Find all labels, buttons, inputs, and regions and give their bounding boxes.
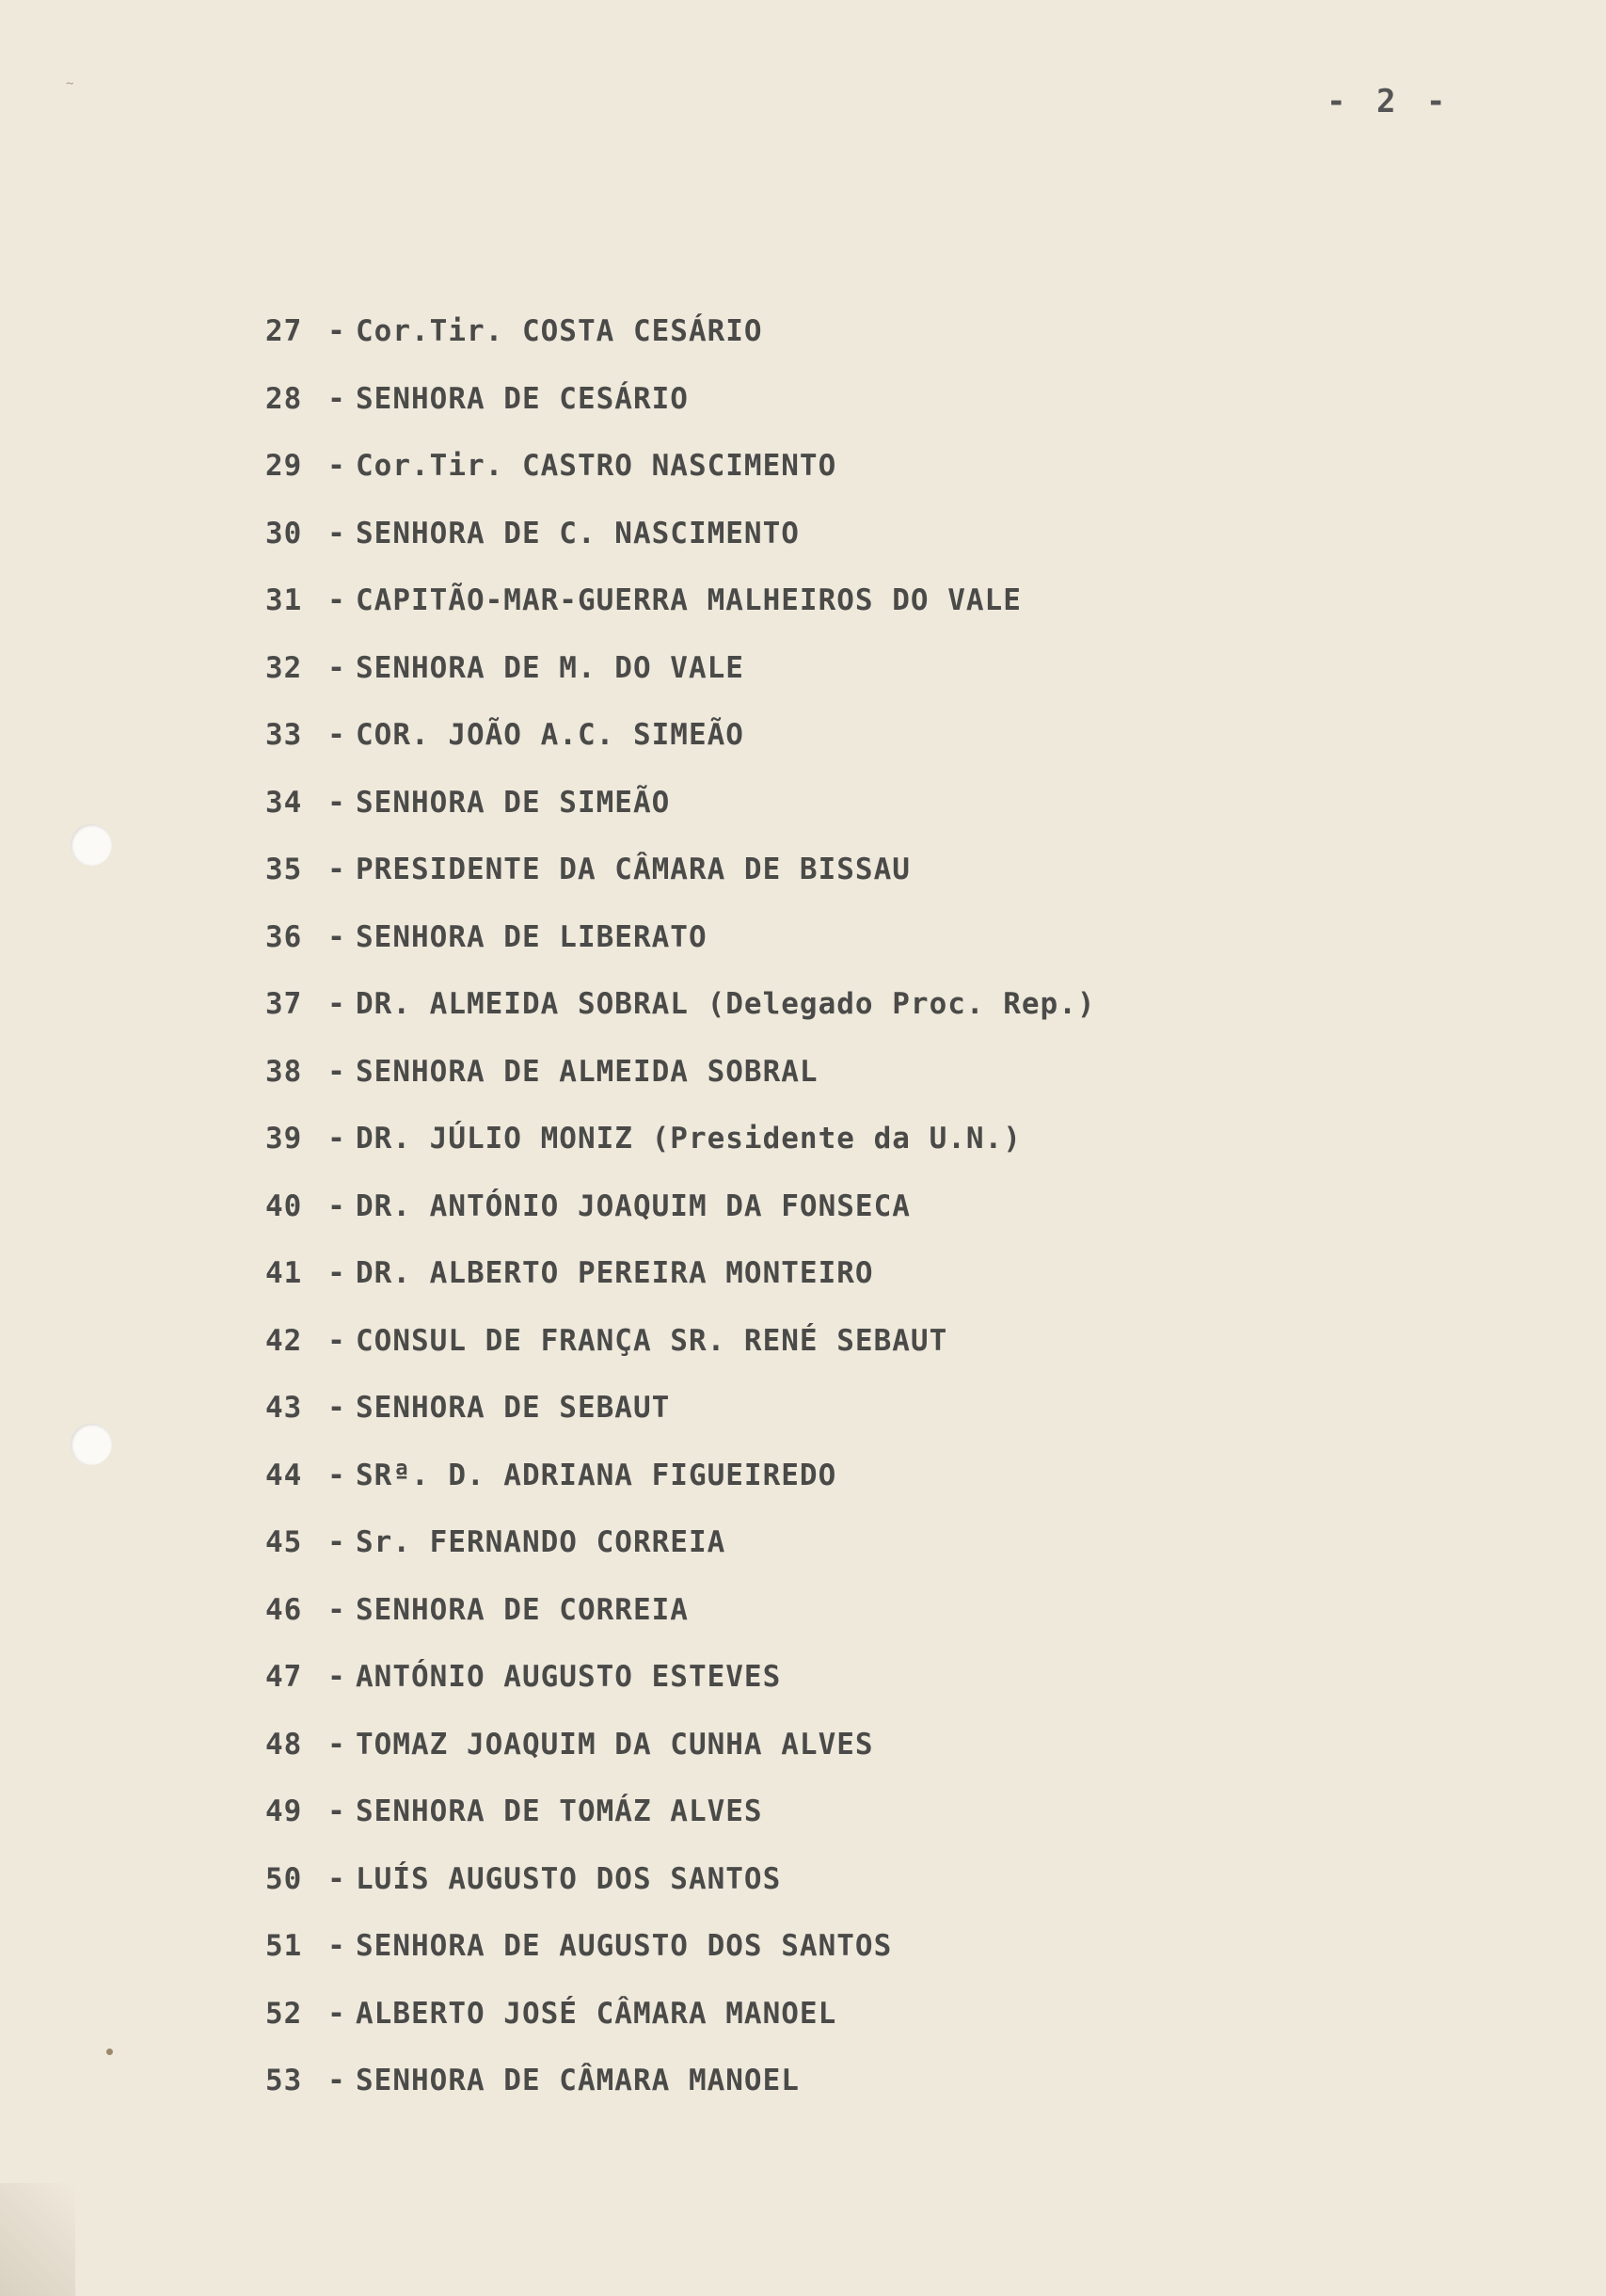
item-name: DR. JÚLIO MONIZ (Presidente da U.N.) <box>356 1122 1022 1156</box>
item-name: SENHORA DE LIBERATO <box>356 919 708 954</box>
item-name: SENHORA DE C. NASCIMENTO <box>356 516 800 550</box>
separator: - <box>327 1929 346 1963</box>
item-number: 42 <box>265 1323 303 1358</box>
list-item <box>265 849 1096 917</box>
list-item <box>265 378 1096 446</box>
item-name: COR. JOÃO A.C. SIMEÃO <box>356 718 744 752</box>
list-item <box>265 714 1096 782</box>
item-number: 48 <box>265 1727 303 1762</box>
item-number: 44 <box>265 1458 303 1492</box>
item-name: DR. ALMEIDA SOBRAL (Delegado Proc. Rep.) <box>356 987 1096 1021</box>
item-number: 39 <box>265 1122 303 1156</box>
item-name: SENHORA DE AUGUSTO DOS SANTOS <box>356 1929 893 1963</box>
separator: - <box>327 785 346 820</box>
item-number: 40 <box>265 1188 303 1223</box>
item-number: 30 <box>265 516 303 550</box>
item-number: 37 <box>265 987 303 1021</box>
separator: - <box>327 987 346 1021</box>
item-number: 32 <box>265 650 303 685</box>
punch-hole <box>71 824 112 866</box>
separator: - <box>327 1458 346 1492</box>
item-name: DR. ALBERTO PEREIRA MONTEIRO <box>356 1256 874 1290</box>
item-number: 33 <box>265 718 303 752</box>
separator: - <box>327 1794 346 1828</box>
separator: - <box>327 853 346 886</box>
list-item <box>265 917 1096 984</box>
list-item <box>265 1858 1096 1926</box>
separator: - <box>327 1256 346 1290</box>
item-number: 53 <box>265 2064 303 2097</box>
item-name: Cor.Tir. CASTRO NASCIMENTO <box>356 449 837 483</box>
list-item <box>265 1656 1096 1724</box>
item-number: 27 <box>265 314 303 348</box>
list-item <box>265 580 1096 647</box>
item-number: 31 <box>265 583 303 617</box>
item-number: 46 <box>265 1592 303 1627</box>
item-number: 36 <box>265 919 303 954</box>
separator: - <box>327 1727 346 1762</box>
separator: - <box>327 718 346 752</box>
list-item <box>265 1724 1096 1792</box>
separator: - <box>327 516 346 550</box>
list-item <box>265 2060 1096 2128</box>
item-number: 50 <box>265 1861 303 1896</box>
item-number: 47 <box>265 1660 303 1694</box>
separator: - <box>327 1660 346 1694</box>
item-number: 34 <box>265 785 303 820</box>
item-number: 45 <box>265 1525 303 1559</box>
item-number: 49 <box>265 1794 303 1828</box>
list-item <box>265 1925 1096 1993</box>
ink-smudge: ~ <box>66 76 74 91</box>
item-name: SENHORA DE SIMEÃO <box>356 785 671 820</box>
item-number: 29 <box>265 449 303 483</box>
item-name: SRª. D. ADRIANA FIGUEIREDO <box>356 1458 837 1492</box>
separator: - <box>327 449 346 483</box>
separator: - <box>327 1188 346 1223</box>
separator: - <box>327 1996 346 2031</box>
separator: - <box>327 1122 346 1156</box>
item-name: SENHORA DE CESÁRIO <box>356 381 689 416</box>
list-item <box>265 1051 1096 1119</box>
paper-speck <box>106 2049 113 2055</box>
item-name: CONSUL DE FRANÇA SR. RENÉ SEBAUT <box>356 1323 948 1358</box>
separator: - <box>327 1861 346 1896</box>
item-number: 51 <box>265 1929 303 1963</box>
item-number: 28 <box>265 381 303 416</box>
item-name: SENHORA DE CORREIA <box>356 1592 689 1627</box>
separator: - <box>327 314 346 348</box>
list-item <box>265 311 1096 378</box>
separator: - <box>327 919 346 954</box>
separator: - <box>327 1323 346 1358</box>
separator: - <box>327 2064 346 2097</box>
list-item <box>265 782 1096 850</box>
item-name: Cor.Tir. COSTA CESÁRIO <box>356 314 763 348</box>
list-item <box>265 1455 1096 1523</box>
item-number: 35 <box>265 853 303 886</box>
list-item <box>265 1387 1096 1455</box>
separator: - <box>327 381 346 416</box>
item-name: SENHORA DE ALMEIDA SOBRAL <box>356 1054 819 1089</box>
item-name: LUÍS AUGUSTO DOS SANTOS <box>356 1861 782 1896</box>
item-name: SENHORA DE M. DO VALE <box>356 650 744 685</box>
item-name: SENHORA DE CÂMARA MANOEL <box>356 2064 800 2097</box>
page-number: - 2 - <box>1327 83 1452 120</box>
paper-stain <box>0 2183 75 2296</box>
item-name: PRESIDENTE DA CÂMARA DE BISSAU <box>356 853 911 886</box>
item-name: SENHORA DE TOMÁZ ALVES <box>356 1794 763 1828</box>
separator: - <box>327 583 346 617</box>
list-item <box>265 1993 1096 2061</box>
item-name: CAPITÃO-MAR-GUERRA MALHEIROS DO VALE <box>356 583 1022 617</box>
separator: - <box>327 1054 346 1089</box>
list-item <box>265 445 1096 513</box>
separator: - <box>327 650 346 685</box>
list-item <box>265 647 1096 715</box>
item-name: ALBERTO JOSÉ CÂMARA MANOEL <box>356 1996 837 2031</box>
item-number: 52 <box>265 1996 303 2031</box>
list-item <box>265 1589 1096 1657</box>
item-name: SENHORA DE SEBAUT <box>356 1391 671 1425</box>
separator: - <box>327 1592 346 1627</box>
item-name: ANTÓNIO AUGUSTO ESTEVES <box>356 1660 782 1694</box>
item-name: TOMAZ JOAQUIM DA CUNHA ALVES <box>356 1727 874 1762</box>
item-number: 38 <box>265 1054 303 1089</box>
item-number: 41 <box>265 1256 303 1290</box>
separator: - <box>327 1525 346 1559</box>
list-item <box>265 1186 1096 1253</box>
separator: - <box>327 1391 346 1425</box>
list-item <box>265 513 1096 581</box>
item-number: 43 <box>265 1391 303 1425</box>
list-item <box>265 1252 1096 1320</box>
guest-list <box>265 311 1096 2128</box>
punch-hole <box>71 1424 112 1465</box>
list-item <box>265 1320 1096 1388</box>
item-name: DR. ANTÓNIO JOAQUIM DA FONSECA <box>356 1188 911 1223</box>
list-item <box>265 1118 1096 1186</box>
list-item <box>265 1522 1096 1589</box>
list-item <box>265 1791 1096 1858</box>
list-item <box>265 983 1096 1051</box>
item-name: Sr. FERNANDO CORREIA <box>356 1525 726 1559</box>
